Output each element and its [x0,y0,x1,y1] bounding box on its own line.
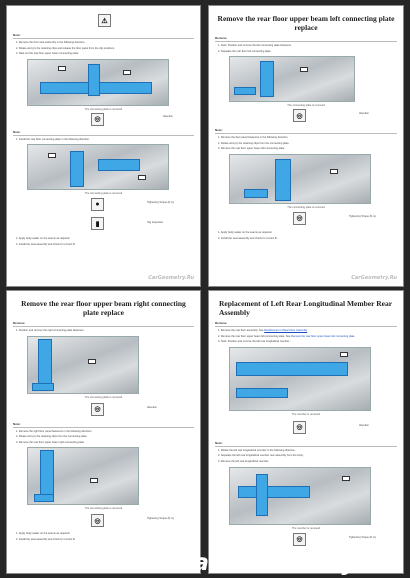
figure-caption: The connecting plate is removed [84,192,123,196]
figure-caption: The member is removed [291,526,321,530]
step-text: 1. Remove the front seat assembly in the following direction. [16,41,86,44]
figure-caption: The connecting plate is removed [84,507,123,511]
symbol-label: Tightening Torque (N·m) [349,214,376,218]
step-text: 3. Take out the rear floor upper beam connecting plate. [16,52,79,56]
figure-caption: The connecting plate is removed [287,205,325,209]
step-text: 2. Separate the rear floor left connecting plate. [218,49,272,53]
manual-page-1 [6,5,201,287]
page-title: Remove the rear floor upper beam left connecting plate replace [217,14,395,32]
symbol-label: Tightening Torque (N·m) [147,201,174,205]
manual-page-4 [208,290,404,574]
step-text: 1. Rotate the left rear longitudinal member in the following direction. [218,448,296,452]
step-text: 3. Remove the rear floor upper beam left connecting plate. [218,147,286,151]
figure-caption: The connecting plate is removed [287,104,325,108]
step-text: 1. Remove the right floor panel fasteners in the following direction. [16,429,92,433]
symbol-label: Attention [359,423,369,427]
symbol-label: Tightening Torque (N·m) [349,535,376,539]
step-text: 2. Install the seat assembly and check for correct fit. [218,236,278,240]
divider [13,326,194,327]
manual-page-2 [208,5,404,287]
divider [215,41,397,42]
symbol-label: Tag Inspection [147,221,164,225]
section-heading: Remove [215,36,227,40]
target-icon: ◎ [293,533,306,546]
warning-icon: ⚠ [98,14,111,27]
target-icon: ◎ [91,514,104,527]
step-text: 1. Start: Position and remove the left connecting plate fasteners. [218,44,292,47]
step-text: 2. Install the seat assembly and check for correct fit. [16,537,76,541]
connecting-plate-figure [229,154,371,204]
floor-beam-figure [27,59,169,106]
torque-icon: ● [91,198,104,211]
step-text: 1. Remove the floor panel fasteners in the following direction. [218,136,289,140]
section-heading: Remove [215,321,227,325]
step-text: 3. Remove the left rear longitudinal member. [218,459,270,463]
divider [215,446,397,447]
step-text: 1. Position and remove the right connecting plate fasteners. [16,329,85,332]
brand-watermark: CarGeometry.Ru [175,550,400,576]
manual-page-3 [6,290,201,574]
target-icon: ◎ [293,212,306,225]
divider [13,135,194,136]
section-heading: Note: [215,128,223,133]
page-title: Remove the rear floor upper beam right connecting plate replace [21,299,186,317]
longitudinal-member-figure [229,467,371,525]
figure-caption: The connecting plate is removed [84,107,123,111]
divider [215,326,397,327]
section-heading: Note: [13,421,21,426]
step-text: 1. Apply body sealer on the seams as required. [16,237,71,241]
symbol-label: Tightening Torque (N·m) [147,517,174,521]
figure-caption: The member is removed [291,412,321,416]
target-icon: ◎ [91,403,104,416]
symbol-label: Attention [359,112,369,116]
step-text: 1. Apply body sealer on the seams as required. [218,230,273,234]
section-heading: Note: [215,440,223,445]
step-text: 1. Install the rear floor connecting plate in the following direction. [16,137,90,141]
section-heading: Remove [13,321,25,325]
divider [13,427,194,428]
symbol-label: Attention [147,405,157,409]
step-text [218,335,397,339]
step-text: 2. Rotate and pry the retaining clips from the connecting plate. [16,435,88,439]
procedure-link[interactable]: Remove the rear floor upper beam left connecting plate [291,334,355,338]
target-icon: ◎ [91,113,104,126]
page-title: Replacement of Left Rear Longitudinal Member Rear Assembly [219,299,392,317]
floor-beam-figure [27,144,169,190]
step-text: 1. Remove the rear floor assembly. See [218,329,264,332]
page-watermark: CarGeometry.Ru [351,275,397,281]
page-watermark: CarGeometry.Ru [148,275,194,281]
step-text: 2. Separate the left rear longitudinal member rear assembly from the body. [218,454,304,458]
target-icon: ◎ [293,109,306,122]
step-text: 1. Apply body sealer on the seams as required. [16,532,71,536]
step-text: 3. Start: Position and remove the left rear longitudinal member. [218,340,290,344]
connecting-plate-figure [27,447,139,505]
figure-caption: The connecting plate is removed [84,395,123,399]
symbol-label: Attention [163,114,173,118]
section-heading: Note: [13,129,21,134]
section-heading: Note: [13,33,21,37]
step-text [218,329,397,333]
connecting-plate-figure [27,336,139,394]
connecting-plate-figure [229,56,355,102]
step-text: 2. Install the seat assembly and check for correct fit. [16,242,76,246]
step-text: 2. Remove the rear floor upper beam left connecting plate. See [218,334,291,338]
step-text: 2. Rotate and pry the retaining clips and release the floor panel from the clip positions. [16,46,115,50]
procedure-link[interactable]: Replacement of Rear Floor Assembly [264,329,308,332]
step-text: 2. Rotate and pry the retaining clips from the connecting plate. [218,141,290,145]
divider [215,133,397,134]
longitudinal-member-figure [229,347,371,411]
target-icon: ◎ [293,421,306,434]
divider [13,38,194,39]
inspection-tag-icon: ▮ [91,217,104,230]
step-text: 3. Remove the rear floor upper beam right connecting plate. [16,440,85,444]
